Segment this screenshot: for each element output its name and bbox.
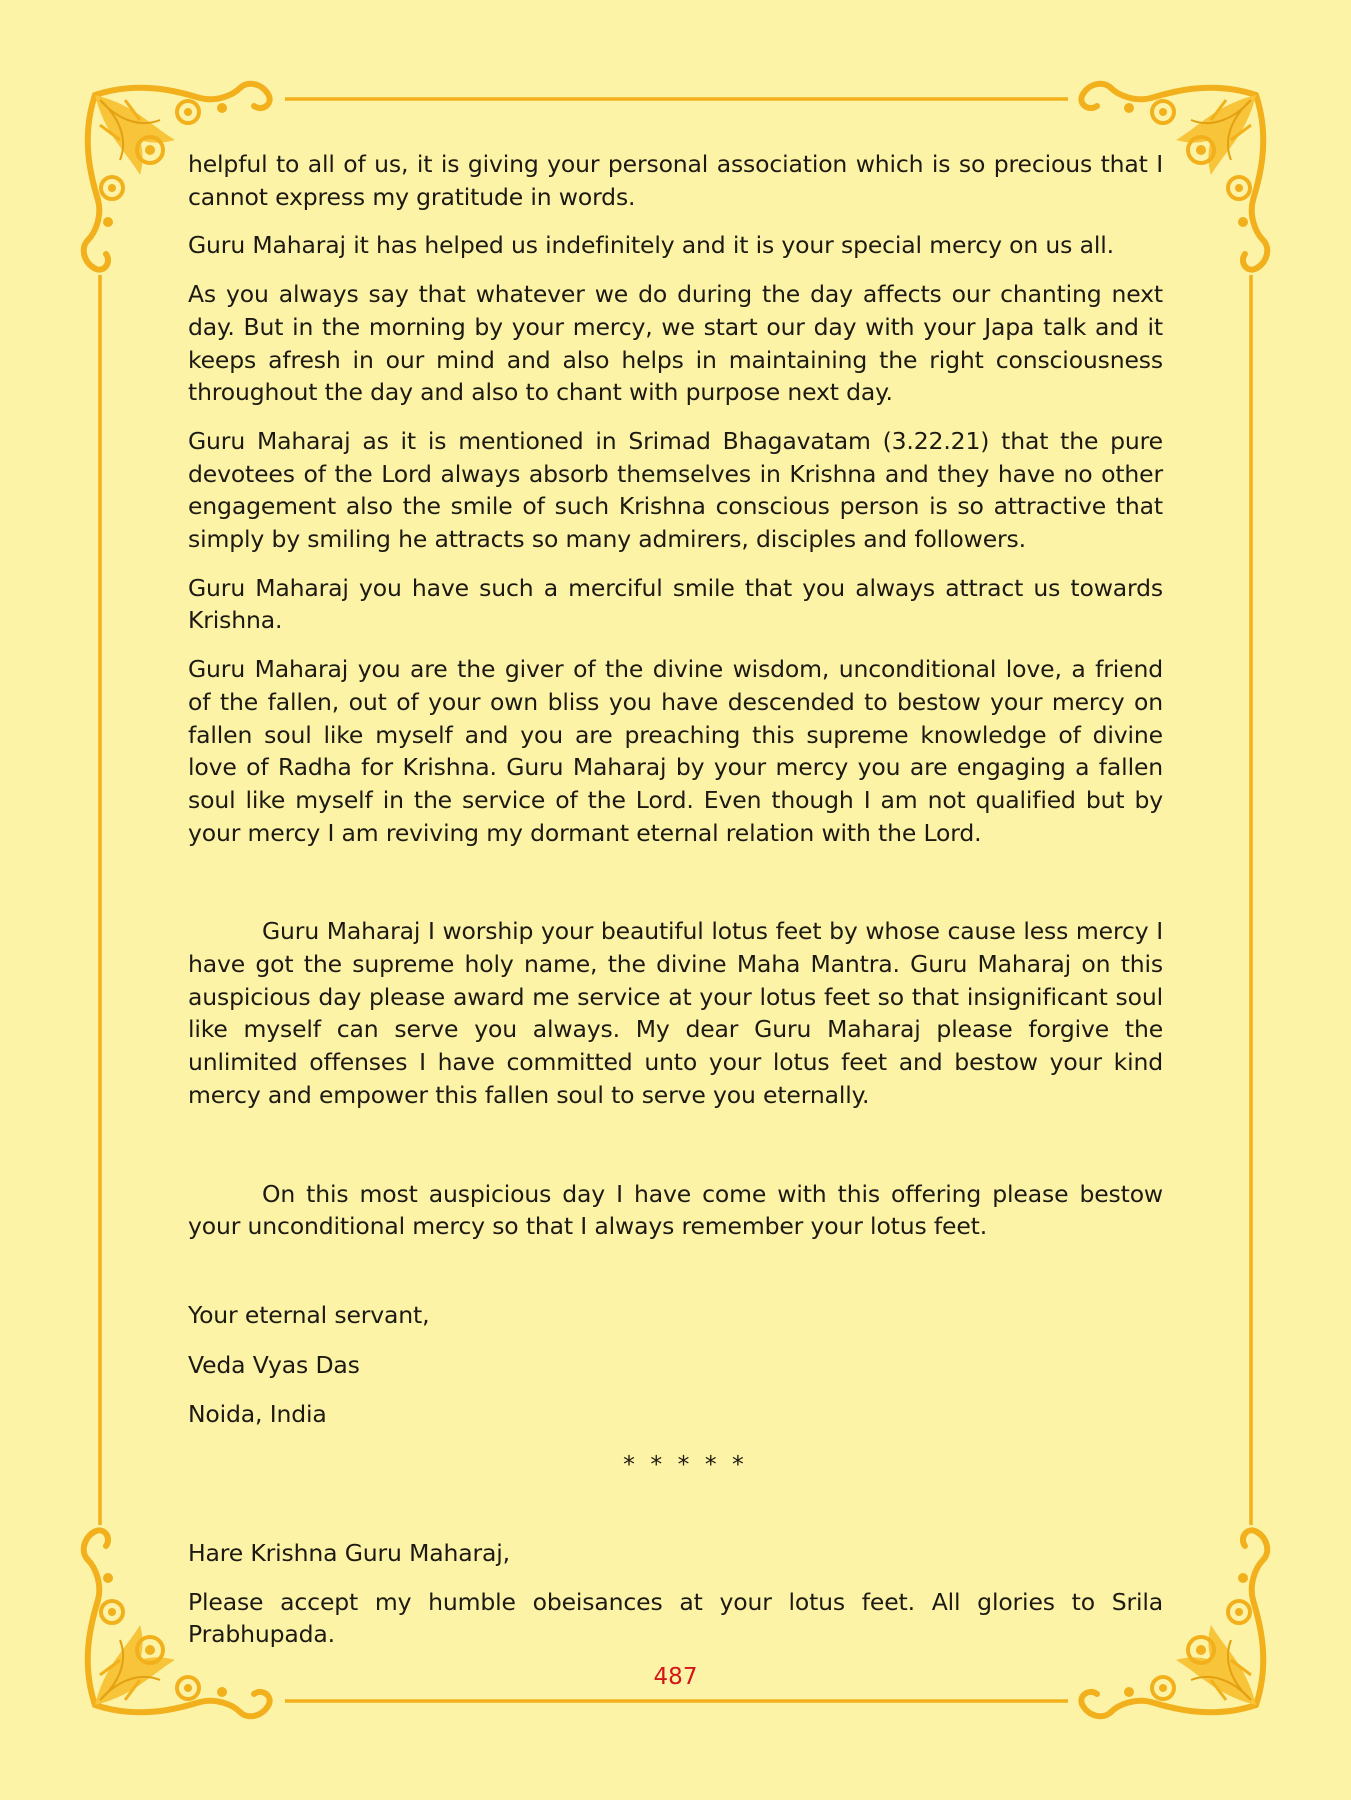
section-separator: * * * * * — [623, 1450, 748, 1479]
paragraph-4: Guru Maharaj as it is mentioned in Srimad Bhagavatam (3.22.21) that the pure devotees of the Lord always absorb themselves in Krishna and they have no other engagement also the smile of such Krishna conscious person is so attractive that simply by smiling he attracts so many admirers, disciples and followers. — [188, 426, 1163, 554]
paragraph-5: Guru Maharaj you have such a merciful smile that you always attract us towards Krishna. — [188, 573, 1163, 635]
page-number: 487 — [653, 1664, 698, 1690]
signature-name: Veda Vyas Das — [188, 1350, 360, 1379]
next-letter-greeting: Hare Krishna Guru Maharaj, — [188, 1538, 510, 1567]
spacer — [188, 1259, 1163, 1299]
letter-body — [188, 148, 1163, 1667]
signature-closing: Your eternal servant, — [188, 1300, 430, 1329]
paragraph-8: On this most auspicious day I have come with this offering please bestow your unconditional mercy so that I always remember your lotus feet. — [188, 1179, 1163, 1241]
paragraph-1: helpful to all of us, it is giving your personal association which is so precious that I cannot express my gratitude in words. — [188, 150, 1163, 211]
spacer — [188, 865, 1163, 915]
paragraph-6: Guru Maharaj you are the giver of the divine wisdom, unconditional love, a friend of the fallen, out of your own bliss you have descended to bestow your mercy on fallen soul like myself and you are preaching this supreme knowledge of divine love of Radha for Krishna. Guru Maharaj by your mercy you are engaging a fallen soul like myself in the service of the Lord. Even though I am not qualified but by your mercy I am reviving my dormant eternal relation with the Lord. — [188, 655, 1163, 847]
paragraph-2: Guru Maharaj it has helped us indefinitely and it is your special mercy on us all. — [188, 231, 1114, 260]
next-letter-opening: Please accept my humble obeisances at your lotus feet. All glories to Srila Prabhupada. — [188, 1587, 1163, 1649]
signature-block — [188, 1299, 1163, 1431]
spacer — [188, 1128, 1163, 1178]
signature-location: Noida, India — [188, 1400, 327, 1429]
paragraph-3: As you always say that whatever we do during the day affects our chanting next day. But in the morning by your mercy, we start our day with your Japa talk and it keeps afresh in our mind and also helps in maintaining the right consciousness throughout the day and also to chant with purpose next day. — [188, 280, 1163, 407]
paragraph-7: Guru Maharaj I worship your beautiful lotus feet by whose cause less mercy I have got the supreme holy name, the divine Maha Mantra. Guru Maharaj on this auspicious day please award me service at your lotus feet so that insignificant soul like myself can serve you always. My dear Guru Maharaj please forgive the unlimited offenses I have committed unto your lotus feet and bestow your kind mercy and empower this fallen soul to serve you eternally. — [188, 917, 1163, 1109]
